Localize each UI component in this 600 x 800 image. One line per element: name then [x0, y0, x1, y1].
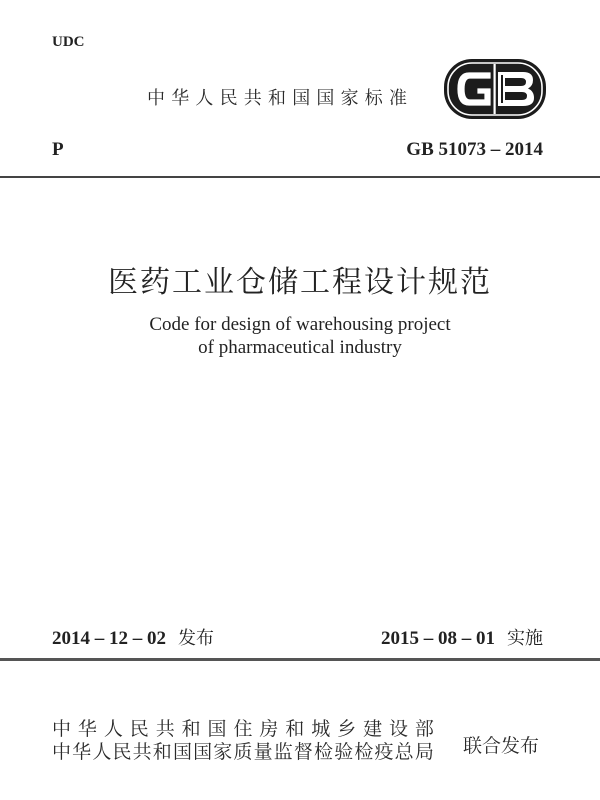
- issuer-char: 乡: [337, 718, 357, 740]
- issuer-char: 房: [259, 718, 279, 740]
- issuer-char: 共: [132, 741, 152, 763]
- issuer-char: 质: [233, 741, 253, 763]
- issuer-char: 中: [52, 718, 72, 740]
- issuer-char: 检: [354, 741, 374, 763]
- issuer-char: 疫: [374, 741, 394, 763]
- issuer-char: 人: [92, 741, 112, 763]
- issuer-char: 城: [311, 718, 331, 740]
- issuer-char: 局: [414, 741, 434, 763]
- issuer-char: 督: [293, 741, 313, 763]
- title-chinese: 医药工业仓储工程设计规范: [108, 265, 492, 300]
- udc-label: UDC: [52, 34, 85, 50]
- issue-date-block: [52, 624, 214, 650]
- issuer-aqsiq: [52, 741, 434, 764]
- issuer-char: 设: [388, 718, 408, 740]
- implementation-date-block: [381, 624, 543, 650]
- issuer-char: 华: [72, 741, 92, 763]
- issuer-char: 国: [193, 741, 213, 763]
- joint-release-label: 联合发布: [463, 735, 540, 757]
- issuer-char: 量: [253, 741, 273, 763]
- classification-code: P: [52, 139, 64, 160]
- national-standard-heading: 中华人民共和国国家标准: [147, 88, 414, 109]
- issuer-char: 中: [52, 741, 72, 763]
- issuer-char: 住: [233, 718, 253, 740]
- title-english-line-2: of pharmaceutical industry: [198, 337, 402, 358]
- issuer-char: 国: [207, 718, 227, 740]
- issuer-char: 民: [129, 718, 149, 740]
- issuer-ministry-of-housing: [52, 718, 434, 741]
- top-divider: [0, 176, 600, 178]
- issue-date: 2014 – 12 – 02: [52, 628, 166, 649]
- issuer-char: 人: [103, 718, 123, 740]
- gb-standard-logo-icon: [443, 58, 547, 120]
- issuer-char: 和: [181, 718, 201, 740]
- issuer-char: 民: [112, 741, 132, 763]
- issuer-char: 家: [213, 741, 233, 763]
- issuer-char: 总: [394, 741, 414, 763]
- bottom-divider: [0, 658, 600, 661]
- implementation-date: 2015 – 08 – 01: [381, 628, 495, 649]
- issuing-authorities: [52, 718, 434, 764]
- issuer-char: 和: [152, 741, 172, 763]
- title-english-line-1: Code for design of warehousing project: [149, 314, 451, 335]
- issuer-char: 验: [334, 741, 354, 763]
- issuer-char: 部: [414, 718, 434, 740]
- issuer-char: 共: [155, 718, 175, 740]
- issue-label: 发布: [178, 628, 214, 649]
- issuer-char: 国: [172, 741, 192, 763]
- issuer-char: 华: [77, 718, 97, 740]
- issuer-char: 检: [314, 741, 334, 763]
- implementation-label: 实施: [507, 628, 543, 649]
- issuer-char: 监: [273, 741, 293, 763]
- title-english: [0, 313, 600, 359]
- issuer-char: 建: [363, 718, 383, 740]
- standard-number: GB 51073 – 2014: [406, 139, 543, 160]
- issuer-char: 和: [285, 718, 305, 740]
